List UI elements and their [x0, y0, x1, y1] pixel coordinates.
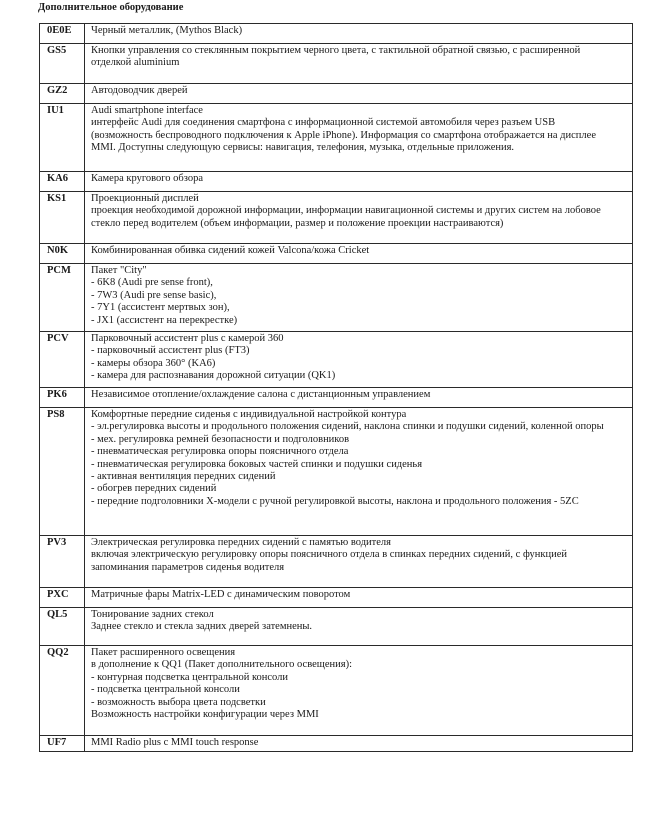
table-row [40, 736, 633, 752]
option-description [85, 172, 633, 192]
option-code: N0K [40, 244, 85, 264]
description-line: - активная вентиляция передних сидений [91, 471, 276, 483]
option-code: PV3 [40, 536, 85, 588]
option-description [85, 646, 633, 736]
option-description [85, 408, 633, 536]
description-line: Комбинированная обивка сидений кожей Valcona/кожа Cricket [91, 245, 370, 256]
description-line: - пневматическая регулировка опоры поясничного отдела [91, 446, 349, 458]
description-line: - подсветка центральной консоли [91, 684, 240, 696]
description-line: Заднее стекло и стекла задних дверей затемнены. [91, 621, 313, 633]
option-code: QQ2 [40, 646, 85, 736]
description-line: в дополнение к QQ1 (Пакет дополнительного освещения): [91, 659, 352, 671]
table-row [40, 332, 633, 388]
option-code: PXC [40, 588, 85, 608]
description-line: Независимое отопление/охлаждение салона с дистанционным управлением [91, 389, 431, 400]
option-description [85, 44, 633, 84]
page-title: Дополнительное оборудование [38, 2, 184, 13]
description-line: запоминания параметров сиденья водителя [91, 561, 285, 573]
description-line: - эл.регулировка высоты и продольного положения сидений, наклона спинки и подушки сидений, коленной опоры [91, 421, 604, 433]
description-line: (возможность беспроводного подключения к Apple iPhone). Информация со смартфона отображается на дисплее [91, 129, 596, 141]
option-description [85, 104, 633, 172]
description-line: - JX1 (ассистент на перекрестке) [91, 314, 238, 326]
option-description [85, 588, 633, 608]
description-line: - камеры обзора 360° (KA6) [91, 357, 216, 369]
option-code: QL5 [40, 608, 85, 646]
description-line: стекло перед водителем (объем информации, размер и положение проекции настраиваются) [91, 217, 504, 229]
option-description [85, 332, 633, 388]
table-row [40, 408, 633, 536]
option-code: GS5 [40, 44, 85, 84]
equipment-table-body [40, 24, 633, 752]
description-line: отделкой aluminium [91, 57, 180, 69]
option-code: IU1 [40, 104, 85, 172]
option-code: PK6 [40, 388, 85, 408]
description-line: - 7W3 (Audi pre sense basic), [91, 289, 217, 301]
option-description [85, 244, 633, 264]
description-line: - возможность выбора цвета подсветки [91, 696, 266, 708]
option-code: UF7 [40, 736, 85, 752]
description-line: MMI Radio plus с MMI touch response [91, 737, 259, 748]
description-line: Кнопки управления со стеклянным покрытием черного цвета, с тактильной обратной связью, с расширенной [91, 45, 581, 56]
equipment-table [39, 23, 633, 752]
table-row [40, 84, 633, 104]
description-line: Тонирование задних стекол [91, 609, 214, 620]
option-description [85, 388, 633, 408]
description-line: Камера кругового обзора [91, 173, 204, 184]
description-line: - парковочный ассистент plus (FT3) [91, 345, 250, 357]
description-line: - камера для распознавания дорожной ситуации (QK1) [91, 370, 336, 382]
description-line: - мех. регулировка ремней безопасности и подголовников [91, 433, 350, 445]
option-description [85, 192, 633, 244]
option-code: 0E0E [40, 24, 85, 44]
table-row [40, 244, 633, 264]
option-description [85, 84, 633, 104]
table-row [40, 388, 633, 408]
option-code: PCM [40, 264, 85, 332]
description-line: - обогрев передних сидений [91, 483, 217, 495]
table-row [40, 264, 633, 332]
description-line: интерфейс Audi для соединения смартфона с информационной системой автомобиля через разъем USB [91, 117, 556, 129]
description-line: - 6K8 (Audi pre sense front), [91, 277, 213, 289]
table-row [40, 44, 633, 84]
table-row [40, 608, 633, 646]
description-line: - контурная подсветка центральной консоли [91, 671, 289, 683]
table-row [40, 172, 633, 192]
table-row [40, 646, 633, 736]
description-line: Парковочный ассистент plus с камерой 360 [91, 333, 284, 344]
table-row [40, 536, 633, 588]
table-row [40, 588, 633, 608]
option-code: KA6 [40, 172, 85, 192]
description-line: MMI. Доступны следующую сервисы: навигация, телефония, музыка, отдельные приложения. [91, 142, 515, 154]
description-line: Проекционный дисплей [91, 193, 199, 204]
description-line: Пакет расширенного освещения [91, 647, 236, 658]
description-line: - пневматическая регулировка боковых частей спинки и подушки сиденья [91, 458, 423, 470]
option-description [85, 736, 633, 752]
option-code: PS8 [40, 408, 85, 536]
option-code: GZ2 [40, 84, 85, 104]
option-description [85, 24, 633, 44]
description-line: Пакет "City" [91, 265, 147, 276]
description-line: Автодоводчик дверей [91, 85, 188, 96]
description-line: - 7Y1 (ассистент мертвых зон), [91, 302, 230, 314]
option-description [85, 536, 633, 588]
option-code: KS1 [40, 192, 85, 244]
table-row [40, 192, 633, 244]
option-description [85, 264, 633, 332]
description-line: Матричные фары Matrix-LED с динамическим поворотом [91, 589, 351, 600]
table-row [40, 24, 633, 44]
description-line: Комфортные передние сиденья с индивидуальной настройкой контура [91, 409, 407, 420]
description-line: проекция необходимой дорожной информации, информации навигационной системы и других систем на лобовое [91, 205, 601, 217]
description-line: Электрическая регулировка передних сидений с памятью водителя [91, 537, 391, 548]
table-row [40, 104, 633, 172]
option-code: PCV [40, 332, 85, 388]
description-line: включая электрическую регулировку опоры поясничного отдела в спинках передних сидений, с функцией [91, 549, 567, 561]
option-description [85, 608, 633, 646]
description-line: - передние подголовники X-модели с ручной регулировкой высоты, наклона и продольного положения - 5ZC [91, 495, 579, 507]
description-line: Возможность настройки конфигурации через MMI [91, 709, 319, 721]
description-line: Черный металлик, (Mythos Black) [91, 25, 243, 36]
description-line: Audi smartphone interface [91, 105, 203, 116]
